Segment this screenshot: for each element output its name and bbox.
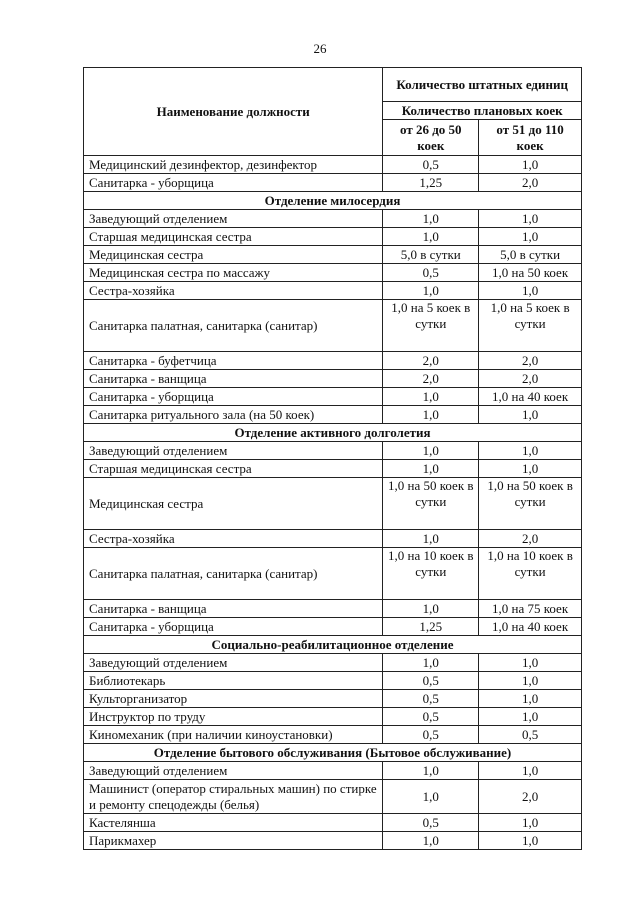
table-row xyxy=(84,228,582,246)
units-large-cell: 1,0 xyxy=(479,460,582,478)
table-row xyxy=(84,460,582,478)
position-cell: Инструктор по труду xyxy=(84,708,383,726)
units-large-cell: 1,0 xyxy=(479,406,582,424)
position-cell: Санитарка - уборщица xyxy=(84,388,383,406)
header-col-large: от 51 до 110 коек xyxy=(479,120,582,156)
units-large-cell: 1,0 на 50 коек xyxy=(479,264,582,282)
units-large-cell: 1,0 xyxy=(479,814,582,832)
section-header-row xyxy=(84,192,582,210)
staffing-table xyxy=(83,67,582,850)
units-small-cell: 1,0 xyxy=(383,228,479,246)
section-header-row xyxy=(84,424,582,442)
position-cell: Заведующий отделением xyxy=(84,654,383,672)
header-row xyxy=(84,68,582,102)
units-large-cell: 1,0 xyxy=(479,708,582,726)
units-large-cell: 5,0 в сутки xyxy=(479,246,582,264)
position-cell: Киномеханик (при наличии киноустановки) xyxy=(84,726,383,744)
units-small-cell: 1,25 xyxy=(383,174,479,192)
units-large-cell: 1,0 xyxy=(479,156,582,174)
units-large-cell: 1,0 xyxy=(479,282,582,300)
table-row xyxy=(84,352,582,370)
position-cell: Медицинская сестра по массажу xyxy=(84,264,383,282)
units-large-cell: 1,0 на 5 коек в сутки xyxy=(479,300,582,352)
position-cell: Машинист (оператор стиральных машин) по стирке и ремонту спецодежды (белья) xyxy=(84,780,383,814)
table-row xyxy=(84,388,582,406)
section-header-row xyxy=(84,744,582,762)
units-large-cell: 2,0 xyxy=(479,780,582,814)
units-large-cell: 1,0 на 40 коек xyxy=(479,618,582,636)
units-small-cell: 1,0 xyxy=(383,282,479,300)
table-row xyxy=(84,690,582,708)
units-small-cell: 0,5 xyxy=(383,708,479,726)
position-cell: Сестра-хозяйка xyxy=(84,530,383,548)
units-large-cell: 2,0 xyxy=(479,370,582,388)
units-small-cell: 1,0 на 5 коек в сутки xyxy=(383,300,479,352)
table-row xyxy=(84,814,582,832)
position-cell: Старшая медицинская сестра xyxy=(84,460,383,478)
section-header-row xyxy=(84,636,582,654)
table-row xyxy=(84,780,582,814)
units-small-cell: 1,0 xyxy=(383,406,479,424)
table-row xyxy=(84,654,582,672)
table-row xyxy=(84,548,582,600)
table-row xyxy=(84,210,582,228)
units-large-cell: 1,0 xyxy=(479,672,582,690)
units-small-cell: 1,0 xyxy=(383,460,479,478)
table-row xyxy=(84,762,582,780)
units-small-cell: 1,0 xyxy=(383,210,479,228)
units-large-cell: 1,0 xyxy=(479,690,582,708)
position-cell: Культорганизатор xyxy=(84,690,383,708)
position-cell: Заведующий отделением xyxy=(84,442,383,460)
units-small-cell: 0,5 xyxy=(383,726,479,744)
position-cell: Санитарка - уборщица xyxy=(84,618,383,636)
position-cell: Санитарка ритуального зала (на 50 коек) xyxy=(84,406,383,424)
table-row xyxy=(84,442,582,460)
position-cell: Заведующий отделением xyxy=(84,762,383,780)
table-row xyxy=(84,832,582,850)
units-large-cell: 1,0 xyxy=(479,442,582,460)
units-small-cell: 1,0 xyxy=(383,530,479,548)
units-large-cell: 2,0 xyxy=(479,530,582,548)
units-small-cell: 1,0 xyxy=(383,654,479,672)
header-planned-beds: Количество плановых коек xyxy=(383,102,582,120)
section-title: Отделение активного долголетия xyxy=(84,424,582,442)
table-row xyxy=(84,530,582,548)
table-row xyxy=(84,370,582,388)
units-small-cell: 1,0 xyxy=(383,780,479,814)
units-small-cell: 1,0 на 10 коек в сутки xyxy=(383,548,479,600)
units-large-cell: 1,0 на 75 коек xyxy=(479,600,582,618)
table-row xyxy=(84,600,582,618)
units-small-cell: 1,0 xyxy=(383,600,479,618)
position-cell: Старшая медицинская сестра xyxy=(84,228,383,246)
units-large-cell: 1,0 на 10 коек в сутки xyxy=(479,548,582,600)
table-row xyxy=(84,246,582,264)
position-cell: Санитарка - буфетчица xyxy=(84,352,383,370)
position-cell: Парикмахер xyxy=(84,832,383,850)
units-small-cell: 1,0 xyxy=(383,442,479,460)
table-row xyxy=(84,282,582,300)
units-small-cell: 1,0 xyxy=(383,832,479,850)
units-small-cell: 0,5 xyxy=(383,264,479,282)
units-large-cell: 0,5 xyxy=(479,726,582,744)
position-cell: Сестра-хозяйка xyxy=(84,282,383,300)
units-small-cell: 0,5 xyxy=(383,814,479,832)
position-cell: Санитарка - уборщица xyxy=(84,174,383,192)
units-small-cell: 1,0 xyxy=(383,762,479,780)
units-small-cell: 1,25 xyxy=(383,618,479,636)
table-row xyxy=(84,156,582,174)
units-large-cell: 1,0 xyxy=(479,228,582,246)
table-row xyxy=(84,300,582,352)
table-row xyxy=(84,672,582,690)
table-row xyxy=(84,174,582,192)
units-small-cell: 5,0 в сутки xyxy=(383,246,479,264)
table-row xyxy=(84,478,582,530)
table-row xyxy=(84,726,582,744)
section-title: Отделение милосердия xyxy=(84,192,582,210)
table-row xyxy=(84,406,582,424)
header-col-small: от 26 до 50 коек xyxy=(383,120,479,156)
position-cell: Медицинская сестра xyxy=(84,478,383,530)
units-large-cell: 1,0 xyxy=(479,762,582,780)
table-row xyxy=(84,618,582,636)
position-cell: Медицинская сестра xyxy=(84,246,383,264)
section-title: Отделение бытового обслуживания (Бытовое обслуживание) xyxy=(84,744,582,762)
page-number: 26 xyxy=(313,41,327,56)
position-cell: Заведующий отделением xyxy=(84,210,383,228)
staffing-table-body xyxy=(84,68,582,850)
units-large-cell: 1,0 xyxy=(479,210,582,228)
table-row xyxy=(84,264,582,282)
position-cell: Библиотекарь xyxy=(84,672,383,690)
position-cell: Санитарка палатная, санитарка (санитар) xyxy=(84,300,383,352)
table-row xyxy=(84,708,582,726)
units-large-cell: 2,0 xyxy=(479,352,582,370)
position-cell: Санитарка палатная, санитарка (санитар) xyxy=(84,548,383,600)
position-cell: Медицинский дезинфектор, дезинфектор xyxy=(84,156,383,174)
position-cell: Санитарка - ванщица xyxy=(84,600,383,618)
units-large-cell: 2,0 xyxy=(479,174,582,192)
units-small-cell: 2,0 xyxy=(383,370,479,388)
units-large-cell: 1,0 xyxy=(479,832,582,850)
section-title: Социально-реабилитационное отделение xyxy=(84,636,582,654)
units-small-cell: 1,0 на 50 коек в сутки xyxy=(383,478,479,530)
units-large-cell: 1,0 xyxy=(479,654,582,672)
header-staff-units: Количество штатных единиц xyxy=(383,68,582,102)
units-small-cell: 0,5 xyxy=(383,672,479,690)
units-large-cell: 1,0 на 40 коек xyxy=(479,388,582,406)
units-small-cell: 0,5 xyxy=(383,690,479,708)
units-small-cell: 1,0 xyxy=(383,388,479,406)
header-position: Наименование должности xyxy=(84,68,383,156)
units-large-cell: 1,0 на 50 коек в сутки xyxy=(479,478,582,530)
units-small-cell: 0,5 xyxy=(383,156,479,174)
position-cell: Кастелянша xyxy=(84,814,383,832)
units-small-cell: 2,0 xyxy=(383,352,479,370)
position-cell: Санитарка - ванщица xyxy=(84,370,383,388)
